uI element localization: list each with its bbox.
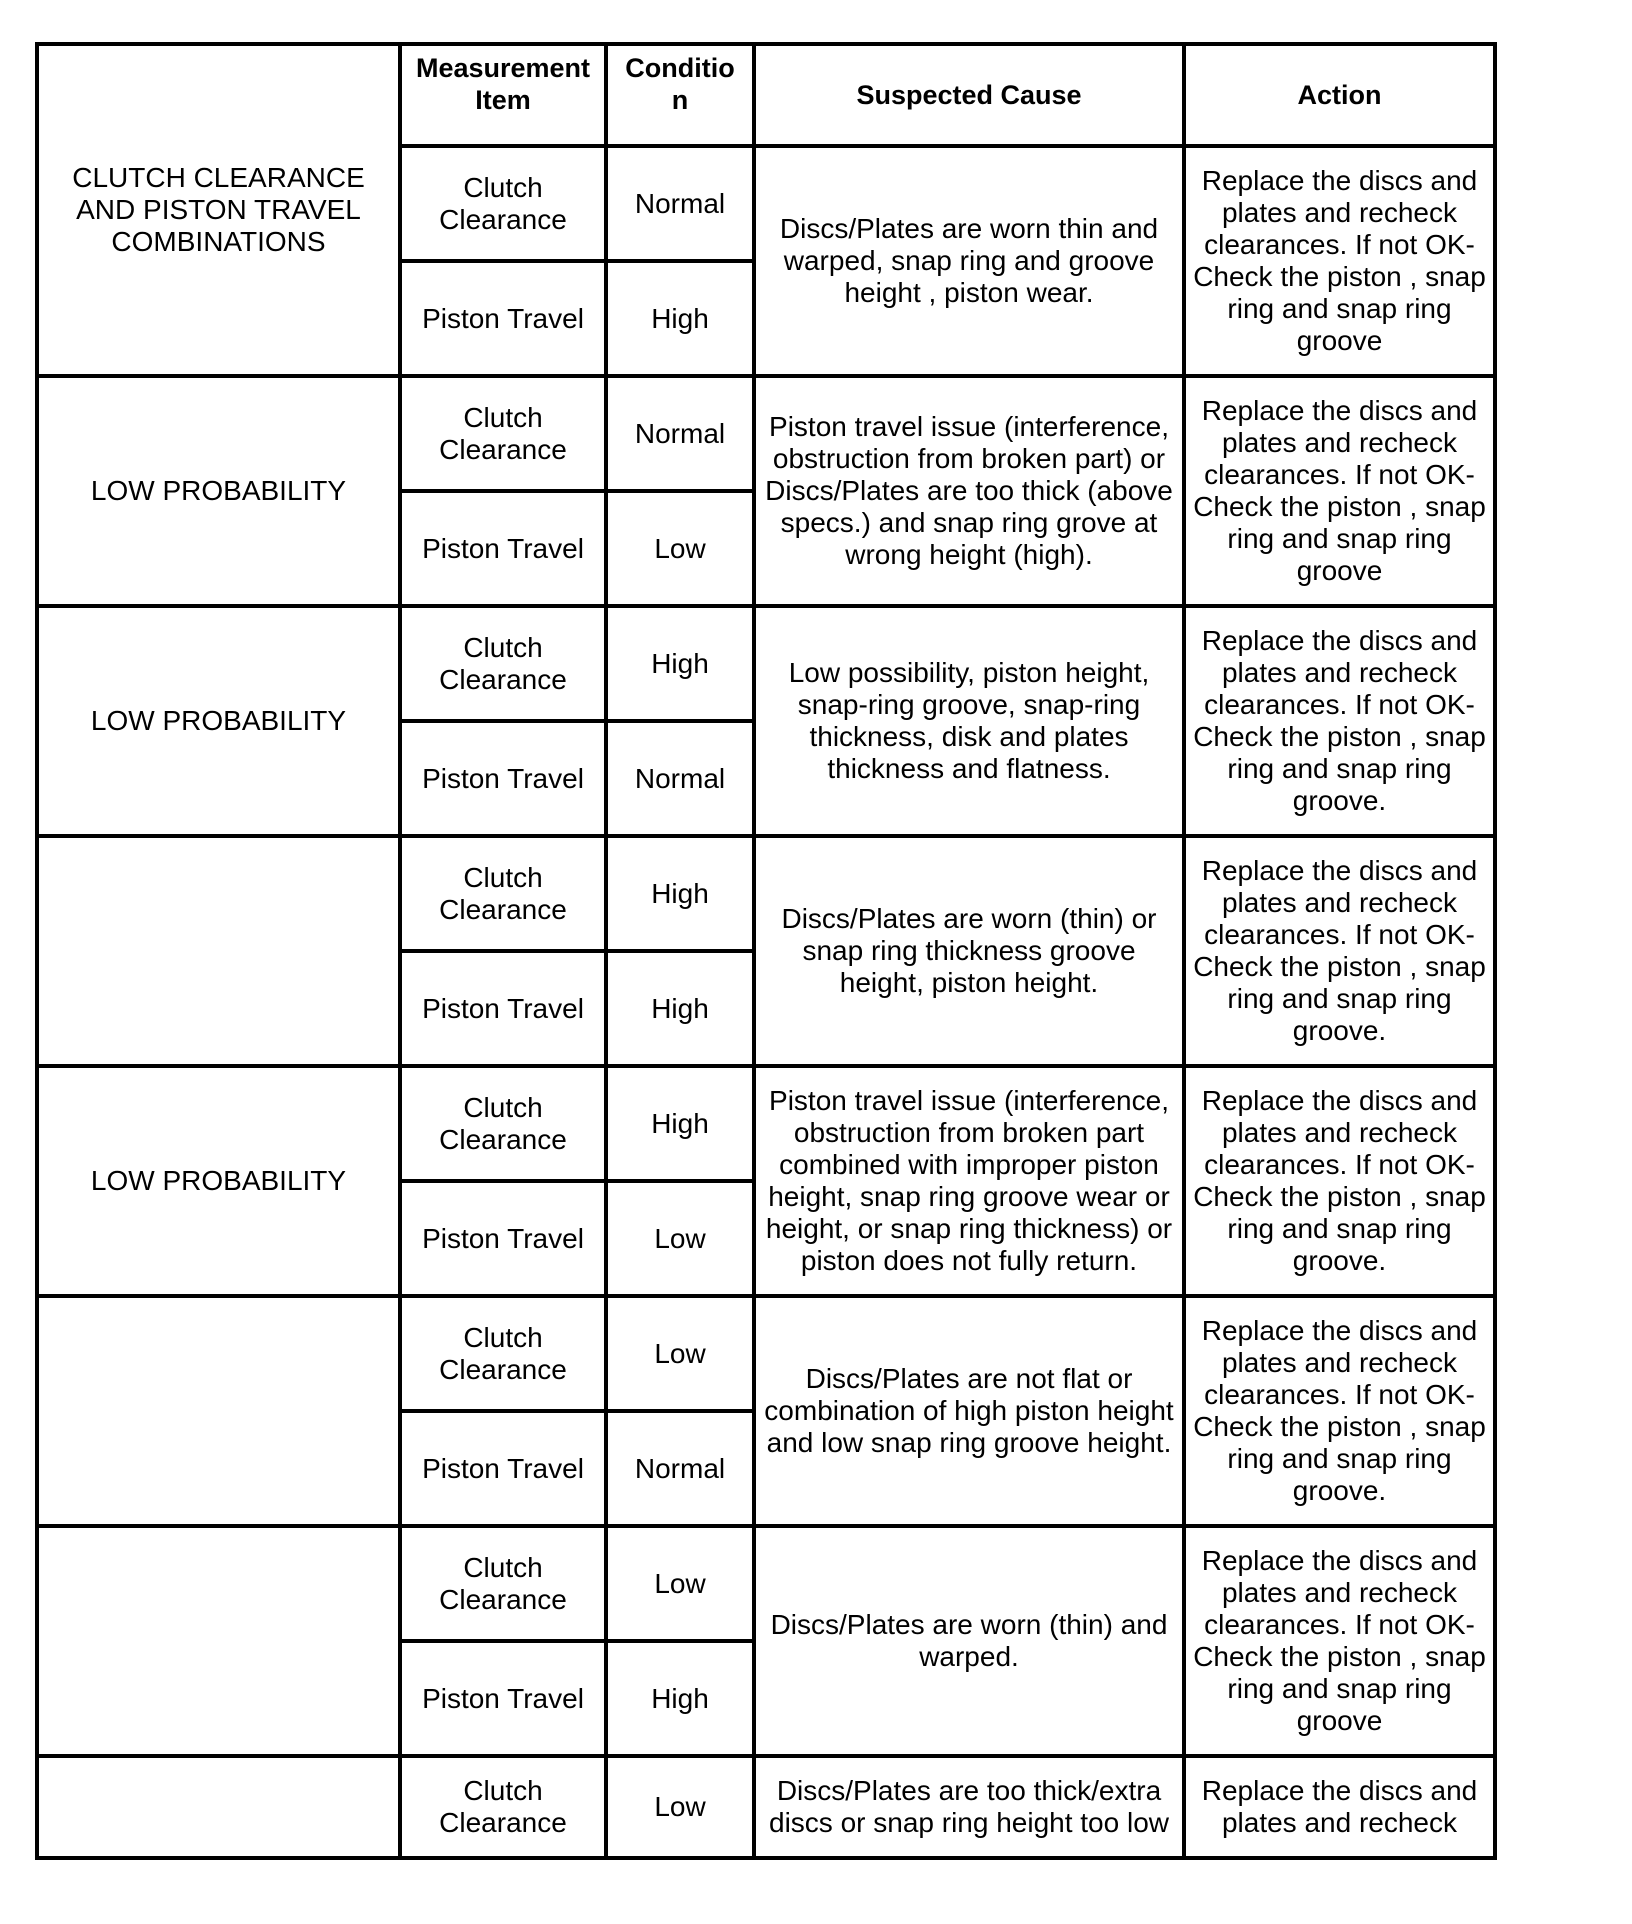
measurement-item-cell: Clutch Clearance bbox=[400, 836, 606, 951]
action-cell: Replace the discs and plates and recheck bbox=[1184, 1756, 1495, 1858]
header-condition: Conditio n bbox=[606, 44, 754, 146]
table-row bbox=[37, 376, 1495, 491]
action-cell: Replace the discs and plates and recheck clearances. If not OK- Check the piston , snap ring and snap ring groove. bbox=[1184, 606, 1495, 836]
table-row bbox=[37, 606, 1495, 721]
suspected-cause-cell: Discs/Plates are worn thin and warped, snap ring and groove height , piston wear. bbox=[754, 146, 1184, 376]
measurement-item-cell: Piston Travel bbox=[400, 951, 606, 1066]
group-label bbox=[37, 836, 400, 1066]
action-cell: Replace the discs and plates and recheck clearances. If not OK- Check the piston , snap ring and snap ring groove. bbox=[1184, 1296, 1495, 1526]
measurement-item-cell: Piston Travel bbox=[400, 1641, 606, 1756]
measurement-item-cell: Clutch Clearance bbox=[400, 606, 606, 721]
action-cell: Replace the discs and plates and recheck clearances. If not OK- Check the piston , snap ring and snap ring groove. bbox=[1184, 836, 1495, 1066]
measurement-item-cell: Piston Travel bbox=[400, 261, 606, 376]
measurement-item-cell: Clutch Clearance bbox=[400, 146, 606, 261]
condition-cell: Normal bbox=[606, 376, 754, 491]
group-label: LOW PROBABILITY bbox=[37, 606, 400, 836]
condition-cell: Normal bbox=[606, 1411, 754, 1526]
table-title: CLUTCH CLEARANCE AND PISTON TRAVEL COMBINATIONS bbox=[37, 44, 400, 376]
group-label: LOW PROBABILITY bbox=[37, 1066, 400, 1296]
table-row bbox=[37, 1526, 1495, 1641]
condition-cell: Low bbox=[606, 1181, 754, 1296]
group-label bbox=[37, 1756, 400, 1858]
measurement-item-cell: Clutch Clearance bbox=[400, 1526, 606, 1641]
suspected-cause-cell: Piston travel issue (interference, obstruction from broken part) or Discs/Plates are too thick (above specs.) and snap ring grove at wrong height (high). bbox=[754, 376, 1184, 606]
suspected-cause-cell: Low possibility, piston height, snap-ring groove, snap-ring thickness, disk and plates thickness and flatness. bbox=[754, 606, 1184, 836]
table-row bbox=[37, 836, 1495, 951]
measurement-item-cell: Piston Travel bbox=[400, 491, 606, 606]
measurement-item-cell: Clutch Clearance bbox=[400, 1756, 606, 1858]
condition-cell: Low bbox=[606, 1296, 754, 1411]
measurement-item-cell: Clutch Clearance bbox=[400, 1296, 606, 1411]
header-row bbox=[37, 44, 1495, 146]
condition-cell: High bbox=[606, 1066, 754, 1181]
condition-cell: Low bbox=[606, 1756, 754, 1858]
table-row bbox=[37, 1066, 1495, 1181]
clutch-diagnosis-table bbox=[35, 42, 1497, 1860]
condition-cell: High bbox=[606, 261, 754, 376]
condition-cell: High bbox=[606, 951, 754, 1066]
group-label bbox=[37, 1296, 400, 1526]
measurement-item-cell: Piston Travel bbox=[400, 1181, 606, 1296]
condition-cell: High bbox=[606, 1641, 754, 1756]
condition-cell: Low bbox=[606, 491, 754, 606]
condition-cell: High bbox=[606, 836, 754, 951]
header-suspected-cause: Suspected Cause bbox=[754, 44, 1184, 146]
condition-cell: Normal bbox=[606, 721, 754, 836]
measurement-item-cell: Clutch Clearance bbox=[400, 376, 606, 491]
suspected-cause-cell: Discs/Plates are worn (thin) or snap ring thickness groove height, piston height. bbox=[754, 836, 1184, 1066]
action-cell: Replace the discs and plates and recheck clearances. If not OK- Check the piston , snap ring and snap ring groove bbox=[1184, 376, 1495, 606]
group-label bbox=[37, 1526, 400, 1756]
action-cell: Replace the discs and plates and recheck clearances. If not OK- Check the piston , snap ring and snap ring groove bbox=[1184, 1526, 1495, 1756]
condition-cell: Normal bbox=[606, 146, 754, 261]
group-label: LOW PROBABILITY bbox=[37, 376, 400, 606]
condition-cell: High bbox=[606, 606, 754, 721]
measurement-item-cell: Piston Travel bbox=[400, 721, 606, 836]
action-cell: Replace the discs and plates and recheck clearances. If not OK- Check the piston , snap ring and snap ring groove bbox=[1184, 146, 1495, 376]
condition-cell: Low bbox=[606, 1526, 754, 1641]
suspected-cause-cell: Discs/Plates are worn (thin) and warped. bbox=[754, 1526, 1184, 1756]
measurement-item-cell: Clutch Clearance bbox=[400, 1066, 606, 1181]
suspected-cause-cell: Discs/Plates are too thick/extra discs or snap ring height too low bbox=[754, 1756, 1184, 1858]
header-measurement-item: Measurement Item bbox=[400, 44, 606, 146]
measurement-item-cell: Piston Travel bbox=[400, 1411, 606, 1526]
suspected-cause-cell: Piston travel issue (interference, obstruction from broken part combined with improper piston height, snap ring groove wear or height, or snap ring thickness) or piston does not fully return. bbox=[754, 1066, 1184, 1296]
suspected-cause-cell: Discs/Plates are not flat or combination of high piston height and low snap ring groove height. bbox=[754, 1296, 1184, 1526]
header-action: Action bbox=[1184, 44, 1495, 146]
table-row bbox=[37, 1756, 1495, 1858]
action-cell: Replace the discs and plates and recheck clearances. If not OK- Check the piston , snap ring and snap ring groove. bbox=[1184, 1066, 1495, 1296]
table-row bbox=[37, 1296, 1495, 1411]
